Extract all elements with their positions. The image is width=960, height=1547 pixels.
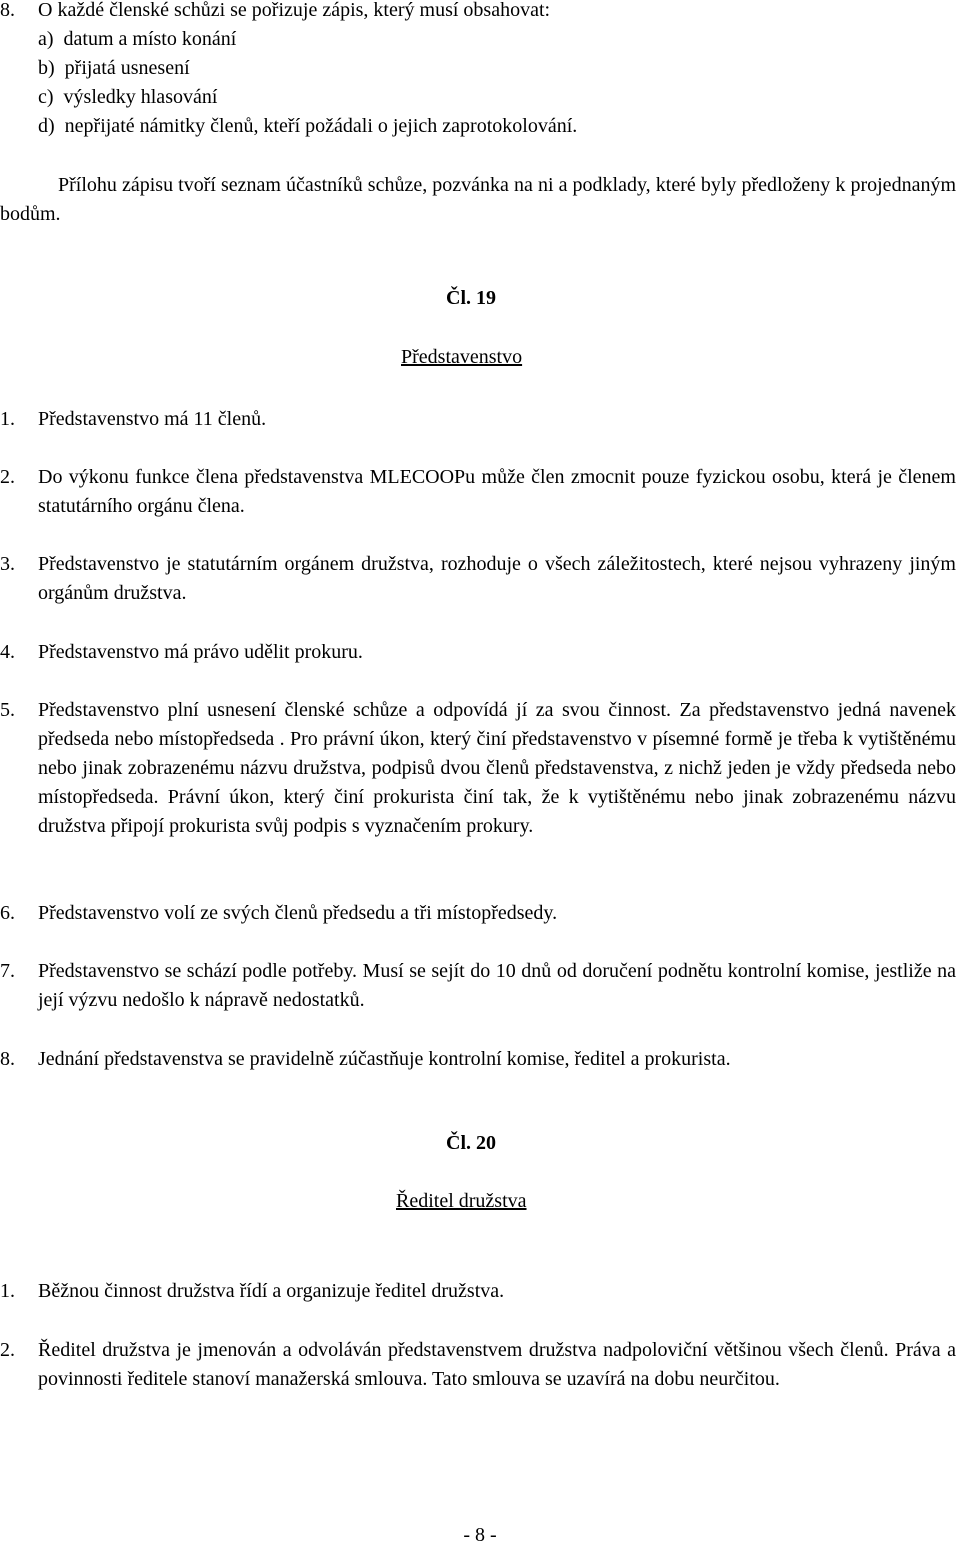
art19-item-5 (0, 696, 956, 841)
prev-item-8 (0, 0, 956, 141)
item-text: Představenstvo je statutárním orgánem družstva, rozhoduje o všech záležitostech, které nejsou vyhrazeny jiným orgánům družstva. (38, 553, 956, 604)
item-number: 1. (0, 408, 15, 430)
item-text: Ředitel družstva je jmenován a odvoláván představenstvem družstva nadpoloviční většinou všech členů. Práva a povinnosti ředitele stanoví manažerská smlouva. Tato smlouva se uzavírá na dobu neurčitou. (38, 1339, 956, 1390)
art20-item-1 (0, 1277, 956, 1306)
item-text: Běžnou činnost družstva řídí a organizuje ředitel družstva. (38, 1280, 505, 1302)
item-text: Představenstvo se schází podle potřeby. Musí se sejít do 10 dnů od doručení podnětu kontrolní komise, jestliže na její výzvu nedošlo k nápravě nedostatků. (38, 960, 956, 1011)
subitem-d: d) nepřijaté námitky členů, kteří požádali o jejich zaprotokolování. (38, 115, 578, 137)
subitem-a: a) datum a místo konání (38, 28, 237, 50)
item-text: Do výkonu funkce člena představenstva MLECOOPu může člen zmocnit pouze fyzickou osobu, která je členem statutárního orgánu člena. (38, 466, 956, 517)
item-number: 3. (0, 553, 15, 575)
item-number: 1. (0, 1280, 15, 1302)
item-number: 8. (0, 1048, 15, 1070)
item-text: Představenstvo má právo udělit prokuru. (38, 641, 363, 663)
item-number: 2. (0, 1339, 15, 1361)
article-20-title: Ředitel družstva (396, 1190, 527, 1212)
article-19-title: Představenstvo (401, 346, 523, 368)
art19-item-4 (0, 638, 956, 667)
article-20-heading: Čl. 20 (446, 1132, 496, 1154)
art19-item-3 (0, 550, 956, 608)
item-text: Představenstvo plní usnesení členské schůze a odpovídá jí za svou činnost. Za představenstvo jedná navenek předseda nebo místopředseda . Pro právní úkon, který činí představenstvo v písemné formě je třeba k vytištěnému nebo jinak zobrazenému názvu družstva, podpisů dvou členů představenstva, z nichž jeden je vždy předseda nebo místopředseda. Právní úkon, který činí prokurista činí tak, že k vytištěnému nebo jinak zobrazenému názvu družstva připojí prokurista svůj podpis s vyznačením prokury. (38, 699, 956, 837)
art19-item-1 (0, 405, 956, 434)
art19-item-6 (0, 899, 956, 928)
item-number: 6. (0, 902, 15, 924)
item-text: Představenstvo volí ze svých členů předsedu a tři místopředsedy. (38, 902, 558, 924)
page-number: - 8 - (463, 1524, 497, 1546)
attachment-paragraph: Přílohu zápisu tvoří seznam účastníků schůze, pozvánka na ni a podklady, které byly předloženy k projednaným bodům. (0, 174, 956, 225)
item-text: Jednání představenstva se pravidelně zúčastňuje kontrolní komise, ředitel a prokurista. (38, 1048, 731, 1070)
item-number: 2. (0, 466, 15, 488)
art19-item-2 (0, 463, 956, 521)
item-text: Představenstvo má 11 členů. (38, 408, 267, 430)
art20-item-2 (0, 1336, 956, 1394)
item-number: 5. (0, 699, 15, 721)
subitem-b: b) přijatá usnesení (38, 57, 190, 79)
art19-item-8 (0, 1045, 956, 1074)
item-number: 8. (0, 0, 15, 21)
article-19-heading: Čl. 19 (446, 287, 496, 309)
item-number: 7. (0, 960, 15, 982)
art19-item-7 (0, 957, 956, 1015)
subitem-c: c) výsledky hlasování (38, 86, 218, 108)
item-intro: O každé členské schůzi se pořizuje zápis, který musí obsahovat: (38, 0, 551, 21)
item-number: 4. (0, 641, 15, 663)
